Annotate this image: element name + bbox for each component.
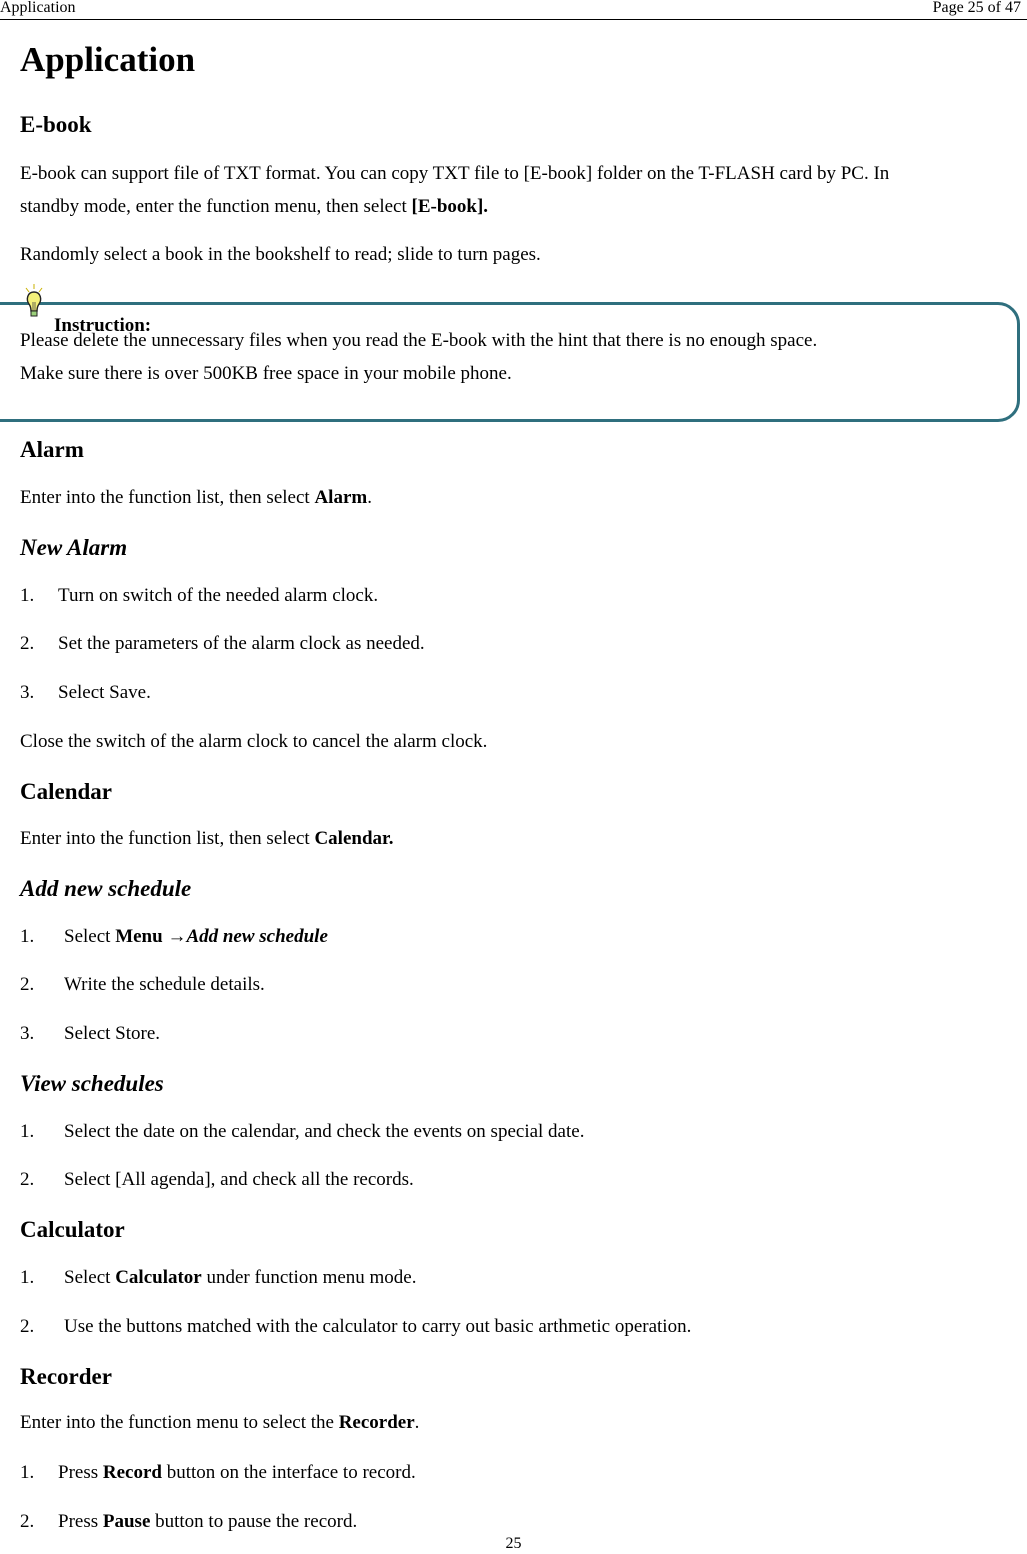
view-item-num-1: 1. bbox=[20, 1121, 35, 1142]
recorder-intro-period: . bbox=[414, 1412, 420, 1433]
add-item-1 bbox=[64, 927, 328, 946]
instruction-box bbox=[0, 302, 1020, 422]
pause-label: Pause bbox=[102, 1511, 151, 1532]
menu-label: Menu bbox=[115, 926, 163, 947]
rec-item-num-1: 1. bbox=[20, 1462, 35, 1483]
ebook-paragraph-line2 bbox=[20, 197, 488, 216]
header-left: Application bbox=[0, 0, 76, 16]
alarm-item-2: Set the parameters of the alarm clock as needed. bbox=[58, 633, 425, 654]
calendar-intro-text: Enter into the function list, then select bbox=[20, 828, 315, 849]
rec-item-2-text: Press bbox=[58, 1511, 103, 1532]
alarm-item-1: Turn on switch of the needed alarm clock. bbox=[58, 585, 379, 606]
page-title: Application bbox=[20, 40, 196, 79]
add-item-2: Write the schedule details. bbox=[64, 974, 265, 995]
calc-item-2: Use the buttons matched with the calculator to carry out basic arthmetic operation. bbox=[64, 1316, 692, 1337]
add-schedule-label: Add new schedule bbox=[186, 926, 328, 947]
view-item-num-2: 2. bbox=[20, 1169, 35, 1190]
rec-item-2 bbox=[58, 1512, 357, 1531]
section-heading-recorder: Recorder bbox=[20, 1364, 112, 1389]
record-label: Record bbox=[102, 1462, 162, 1483]
ebook-paragraph-2: Randomly select a book in the bookshelf to read; slide to turn pages. bbox=[20, 244, 541, 265]
rec-item-1-suffix: button on the interface to record. bbox=[161, 1462, 416, 1483]
section-heading-calendar: Calendar bbox=[20, 779, 112, 804]
calc-item-num-1: 1. bbox=[20, 1267, 35, 1288]
recorder-intro-text: Enter into the function menu to select the bbox=[20, 1412, 339, 1433]
calculator-label: Calculator bbox=[115, 1267, 202, 1288]
add-item-num-1: 1. bbox=[20, 926, 35, 947]
ebook-paragraph-line1: E-book can support file of TXT format. You can copy TXT file to [E-book] folder on the T-FLASH card by PC. In bbox=[20, 163, 890, 184]
arrow-right-icon: → bbox=[162, 926, 187, 947]
header-page-info: Page 25 of 47 bbox=[932, 0, 1021, 16]
instruction-line1: Please delete the unnecessary files when you read the E-book with the hint that there is no enough space. bbox=[20, 330, 818, 351]
ebook-menu-name: [E-book]. bbox=[411, 196, 489, 217]
add-item-num-3: 3. bbox=[20, 1023, 35, 1044]
page-number: 25 bbox=[505, 1535, 522, 1552]
alarm-item-num-3: 3. bbox=[20, 682, 35, 703]
lightbulb-icon bbox=[23, 282, 45, 322]
alarm-intro-text: Enter into the function list, then select bbox=[20, 487, 315, 508]
calc-item-num-2: 2. bbox=[20, 1316, 35, 1337]
recorder-intro bbox=[20, 1413, 419, 1432]
recorder-menu-name: Recorder bbox=[338, 1412, 415, 1433]
rec-item-num-2: 2. bbox=[20, 1511, 35, 1532]
calendar-intro bbox=[20, 829, 393, 848]
ebook-line2-text: standby mode, enter the function menu, then select bbox=[20, 196, 412, 217]
alarm-item-num-1: 1. bbox=[20, 585, 35, 606]
rec-item-2-suffix: button to pause the record. bbox=[150, 1511, 358, 1532]
add-item-num-2: 2. bbox=[20, 974, 35, 995]
section-heading-alarm: Alarm bbox=[20, 437, 84, 462]
view-item-1: Select the date on the calendar, and check the events on special date. bbox=[64, 1121, 585, 1142]
calendar-menu-name: Calendar. bbox=[314, 828, 394, 849]
section-heading-calculator: Calculator bbox=[20, 1217, 125, 1242]
rec-item-1-text: Press bbox=[58, 1462, 103, 1483]
subheading-new-alarm: New Alarm bbox=[20, 535, 128, 560]
alarm-item-num-2: 2. bbox=[20, 633, 35, 654]
add-item-1-text: Select bbox=[64, 926, 116, 947]
alarm-menu-name: Alarm bbox=[314, 487, 368, 508]
calc-item-1-text: Select bbox=[64, 1267, 116, 1288]
subheading-add-schedule: Add new schedule bbox=[20, 876, 192, 901]
add-item-3: Select Store. bbox=[64, 1023, 161, 1044]
subheading-view-schedules: View schedules bbox=[20, 1071, 164, 1096]
alarm-intro bbox=[20, 488, 372, 507]
header-rule bbox=[0, 19, 1027, 20]
rec-item-1 bbox=[58, 1463, 416, 1482]
instruction-label: Instruction: bbox=[54, 315, 152, 336]
instruction-line2: Make sure there is over 500KB free space in your mobile phone. bbox=[20, 363, 512, 384]
alarm-closing: Close the switch of the alarm clock to cancel the alarm clock. bbox=[20, 731, 488, 752]
section-heading-ebook: E-book bbox=[20, 112, 92, 137]
alarm-item-3: Select Save. bbox=[58, 682, 151, 703]
alarm-intro-period: . bbox=[367, 487, 372, 508]
view-item-2: Select [All agenda], and check all the records. bbox=[64, 1169, 414, 1190]
calc-item-1-suffix: under function menu mode. bbox=[201, 1267, 417, 1288]
calc-item-1 bbox=[64, 1268, 417, 1287]
